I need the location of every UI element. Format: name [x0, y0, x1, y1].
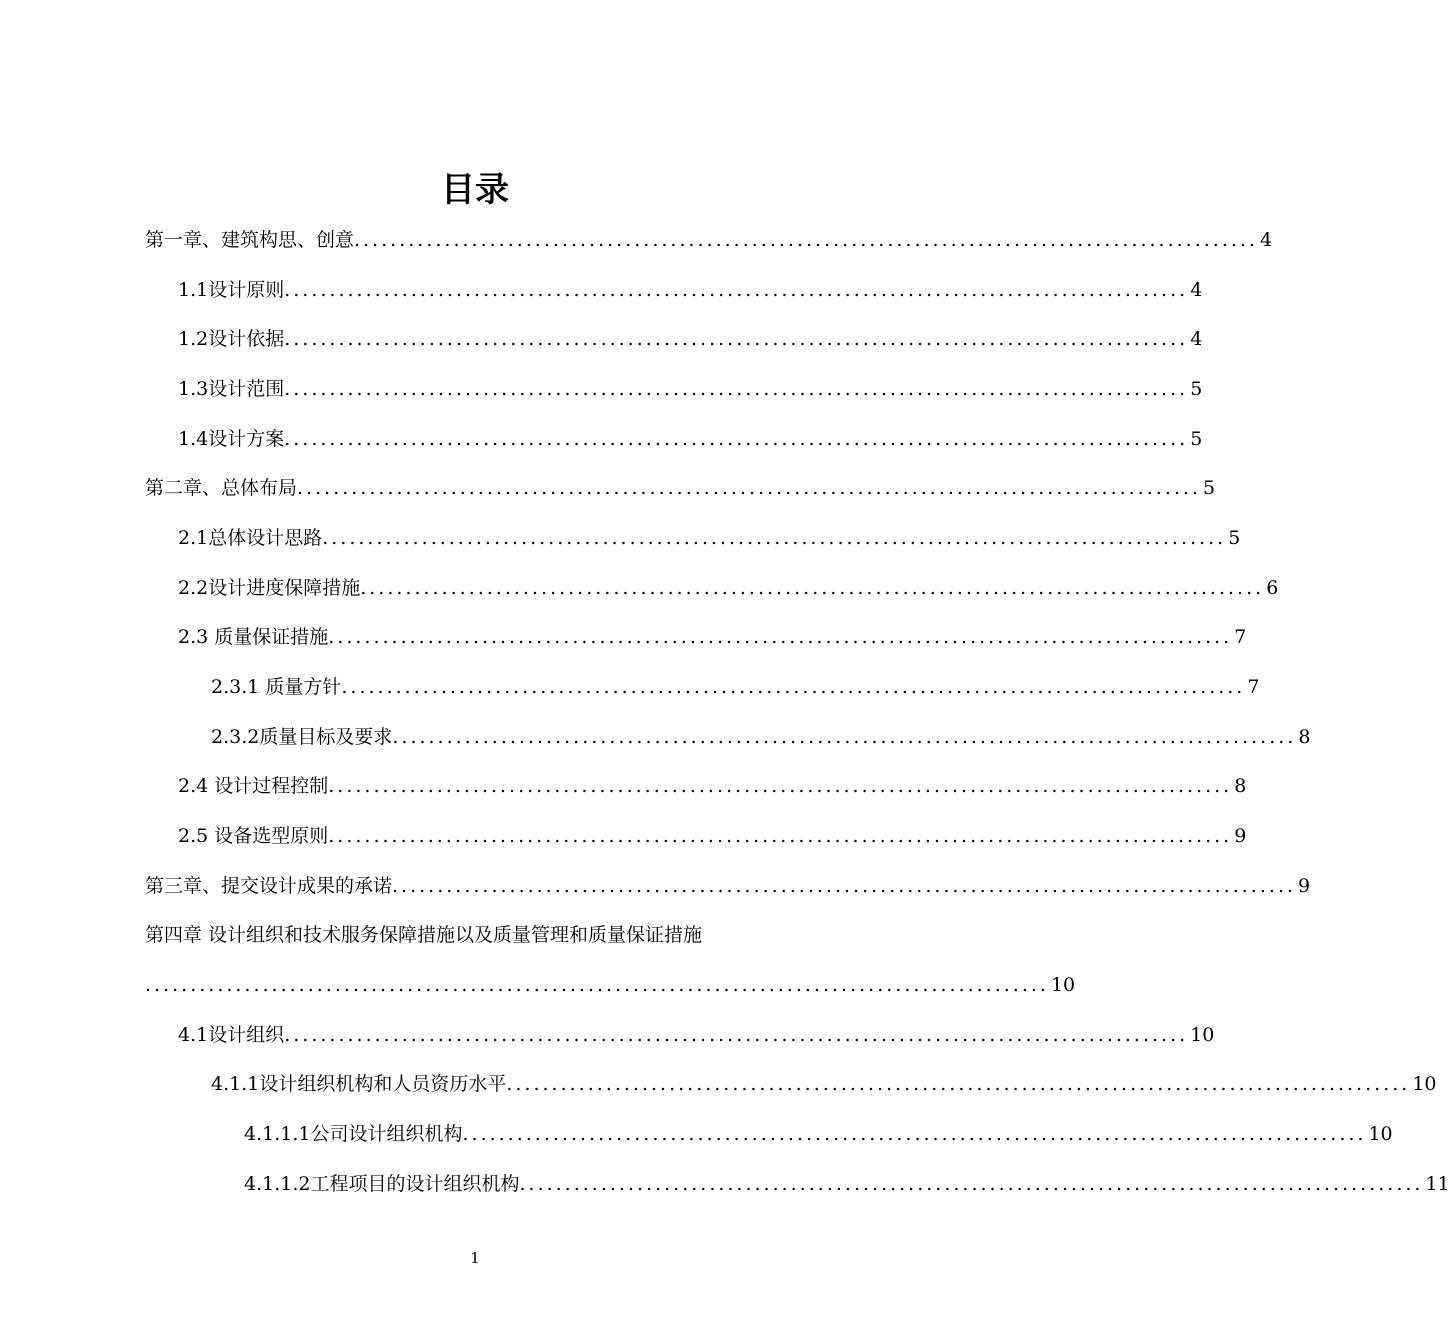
toc-entry-page: 9	[1297, 875, 1311, 897]
toc-entry-page: 10	[1368, 1123, 1393, 1145]
toc-entry-text: 1.2设计依据	[178, 328, 285, 350]
toc-entry-page: 10	[1412, 1073, 1437, 1095]
toc-leader-dots: ....................................................................................................	[284, 1024, 1189, 1046]
toc-leader-dots: ....................................................................................................	[284, 428, 1189, 450]
toc-entry-page: 4	[1190, 328, 1203, 350]
toc-leader-dots: ....................................................................................................	[328, 825, 1233, 847]
toc-entry-continuation[interactable]	[145, 970, 1076, 1000]
toc-entry-page: 6	[1266, 577, 1279, 599]
toc-entry-page: 10	[1050, 974, 1076, 996]
toc-entry-page: 9	[1234, 825, 1247, 847]
toc-entry[interactable]	[211, 722, 1311, 752]
toc-leader-dots: ....................................................................................................	[328, 626, 1233, 648]
toc-leader-dots: ....................................................................................................	[284, 328, 1189, 350]
toc-leader-dots: ....................................................................................................	[284, 378, 1189, 400]
toc-entry[interactable]	[178, 1020, 1215, 1050]
toc-entry-page: 8	[1298, 726, 1311, 748]
toc-entry-page: 5	[1228, 527, 1241, 549]
toc-entry[interactable]	[145, 473, 1216, 503]
toc-entry[interactable]	[145, 920, 807, 950]
toc-entry-page: 5	[1202, 477, 1216, 499]
toc-entry[interactable]	[178, 424, 1203, 454]
toc-entry-text: 4.1.1.1公司设计组织机构	[244, 1123, 463, 1145]
toc-leader-dots: ....................................................................................................	[392, 726, 1297, 748]
toc-entry-text: 2.3.2质量目标及要求	[211, 726, 393, 748]
toc-entry-text: 4.1.1设计组织机构和人员资历水平	[211, 1073, 507, 1095]
toc-entry-text: 2.4 设计过程控制	[178, 775, 329, 797]
toc-entry-text: 第二章、总体布局	[145, 477, 298, 499]
toc-entry[interactable]	[244, 1119, 1393, 1149]
toc-leader-dots: ....................................................................................................	[284, 279, 1189, 301]
toc-entry-page: 7	[1247, 676, 1260, 698]
toc-entry-text: 4.1.1.2工程项目的设计组织机构	[244, 1173, 520, 1195]
toc-entry-page: 11	[1425, 1173, 1450, 1195]
toc-leader-dots: ....................................................................................................	[341, 676, 1246, 698]
toc-leader-dots: ....................................................................................................	[519, 1173, 1424, 1195]
toc-entry[interactable]	[145, 871, 1311, 901]
toc-entry-text: 2.1总体设计思路	[178, 527, 323, 549]
toc-entry-page: 4	[1259, 229, 1273, 251]
toc-entry[interactable]	[178, 523, 1241, 553]
toc-entry[interactable]	[178, 324, 1203, 354]
toc-entry[interactable]	[145, 225, 1273, 255]
toc-entry-text: 第三章、提交设计成果的承诺	[145, 875, 393, 897]
toc-entry-page: 5	[1190, 428, 1203, 450]
toc-entry-text: 第一章、建筑构思、创意	[145, 229, 355, 251]
toc-entry-page: 10	[1190, 1024, 1215, 1046]
toc-leader-dots: ....................................................................................................	[297, 477, 1201, 499]
toc-leader-dots: ....................................................................................................	[328, 775, 1233, 797]
toc-entry[interactable]	[178, 374, 1203, 404]
toc-entry-text: 1.3设计范围	[178, 378, 285, 400]
toc-leader-dots: ....................................................................................................	[360, 577, 1265, 599]
toc-leader-dots: ....................................................................................................	[354, 229, 1258, 251]
toc-entry-page: 4	[1190, 279, 1203, 301]
toc-entry-text: 2.2设计进度保障措施	[178, 577, 361, 599]
toc-leader-dots: ....................................................................................................	[506, 1073, 1411, 1095]
toc-leader-dots: ....................................................................................................	[322, 527, 1227, 549]
toc-title: 目录	[441, 170, 509, 210]
toc-entry[interactable]	[178, 275, 1203, 305]
toc-leader-dots: ....................................................................................................	[392, 875, 1296, 897]
toc-entry-text: 4.1设计组织	[178, 1024, 285, 1046]
toc-entry-text: 第四章 设计组织和技术服务保障措施以及质量管理和质量保证措施	[145, 924, 703, 946]
page-number: 1	[470, 1249, 480, 1267]
toc-entry[interactable]	[211, 672, 1260, 702]
toc-entry-page: 8	[1234, 775, 1247, 797]
toc-entry[interactable]	[211, 1069, 1437, 1099]
toc-entry-text: 2.3 质量保证措施	[178, 626, 329, 648]
toc-entry-page: 7	[1234, 626, 1247, 648]
toc-entry-page: 5	[1190, 378, 1203, 400]
toc-entry[interactable]	[178, 821, 1247, 851]
toc-entry-text: 1.1设计原则	[178, 279, 285, 301]
toc-entry[interactable]	[244, 1169, 1450, 1199]
toc-entry-text: 1.4设计方案	[178, 428, 285, 450]
toc-entry[interactable]	[178, 622, 1247, 652]
toc-entry[interactable]	[178, 771, 1247, 801]
toc-entry-text: 2.5 设备选型原则	[178, 825, 329, 847]
toc-entry-text: 2.3.1 质量方针	[211, 676, 342, 698]
toc-leader-dots: ....................................................................................................	[145, 974, 1049, 996]
toc-entry[interactable]	[178, 573, 1279, 603]
toc-leader-dots: ....................................................................................................	[462, 1123, 1367, 1145]
